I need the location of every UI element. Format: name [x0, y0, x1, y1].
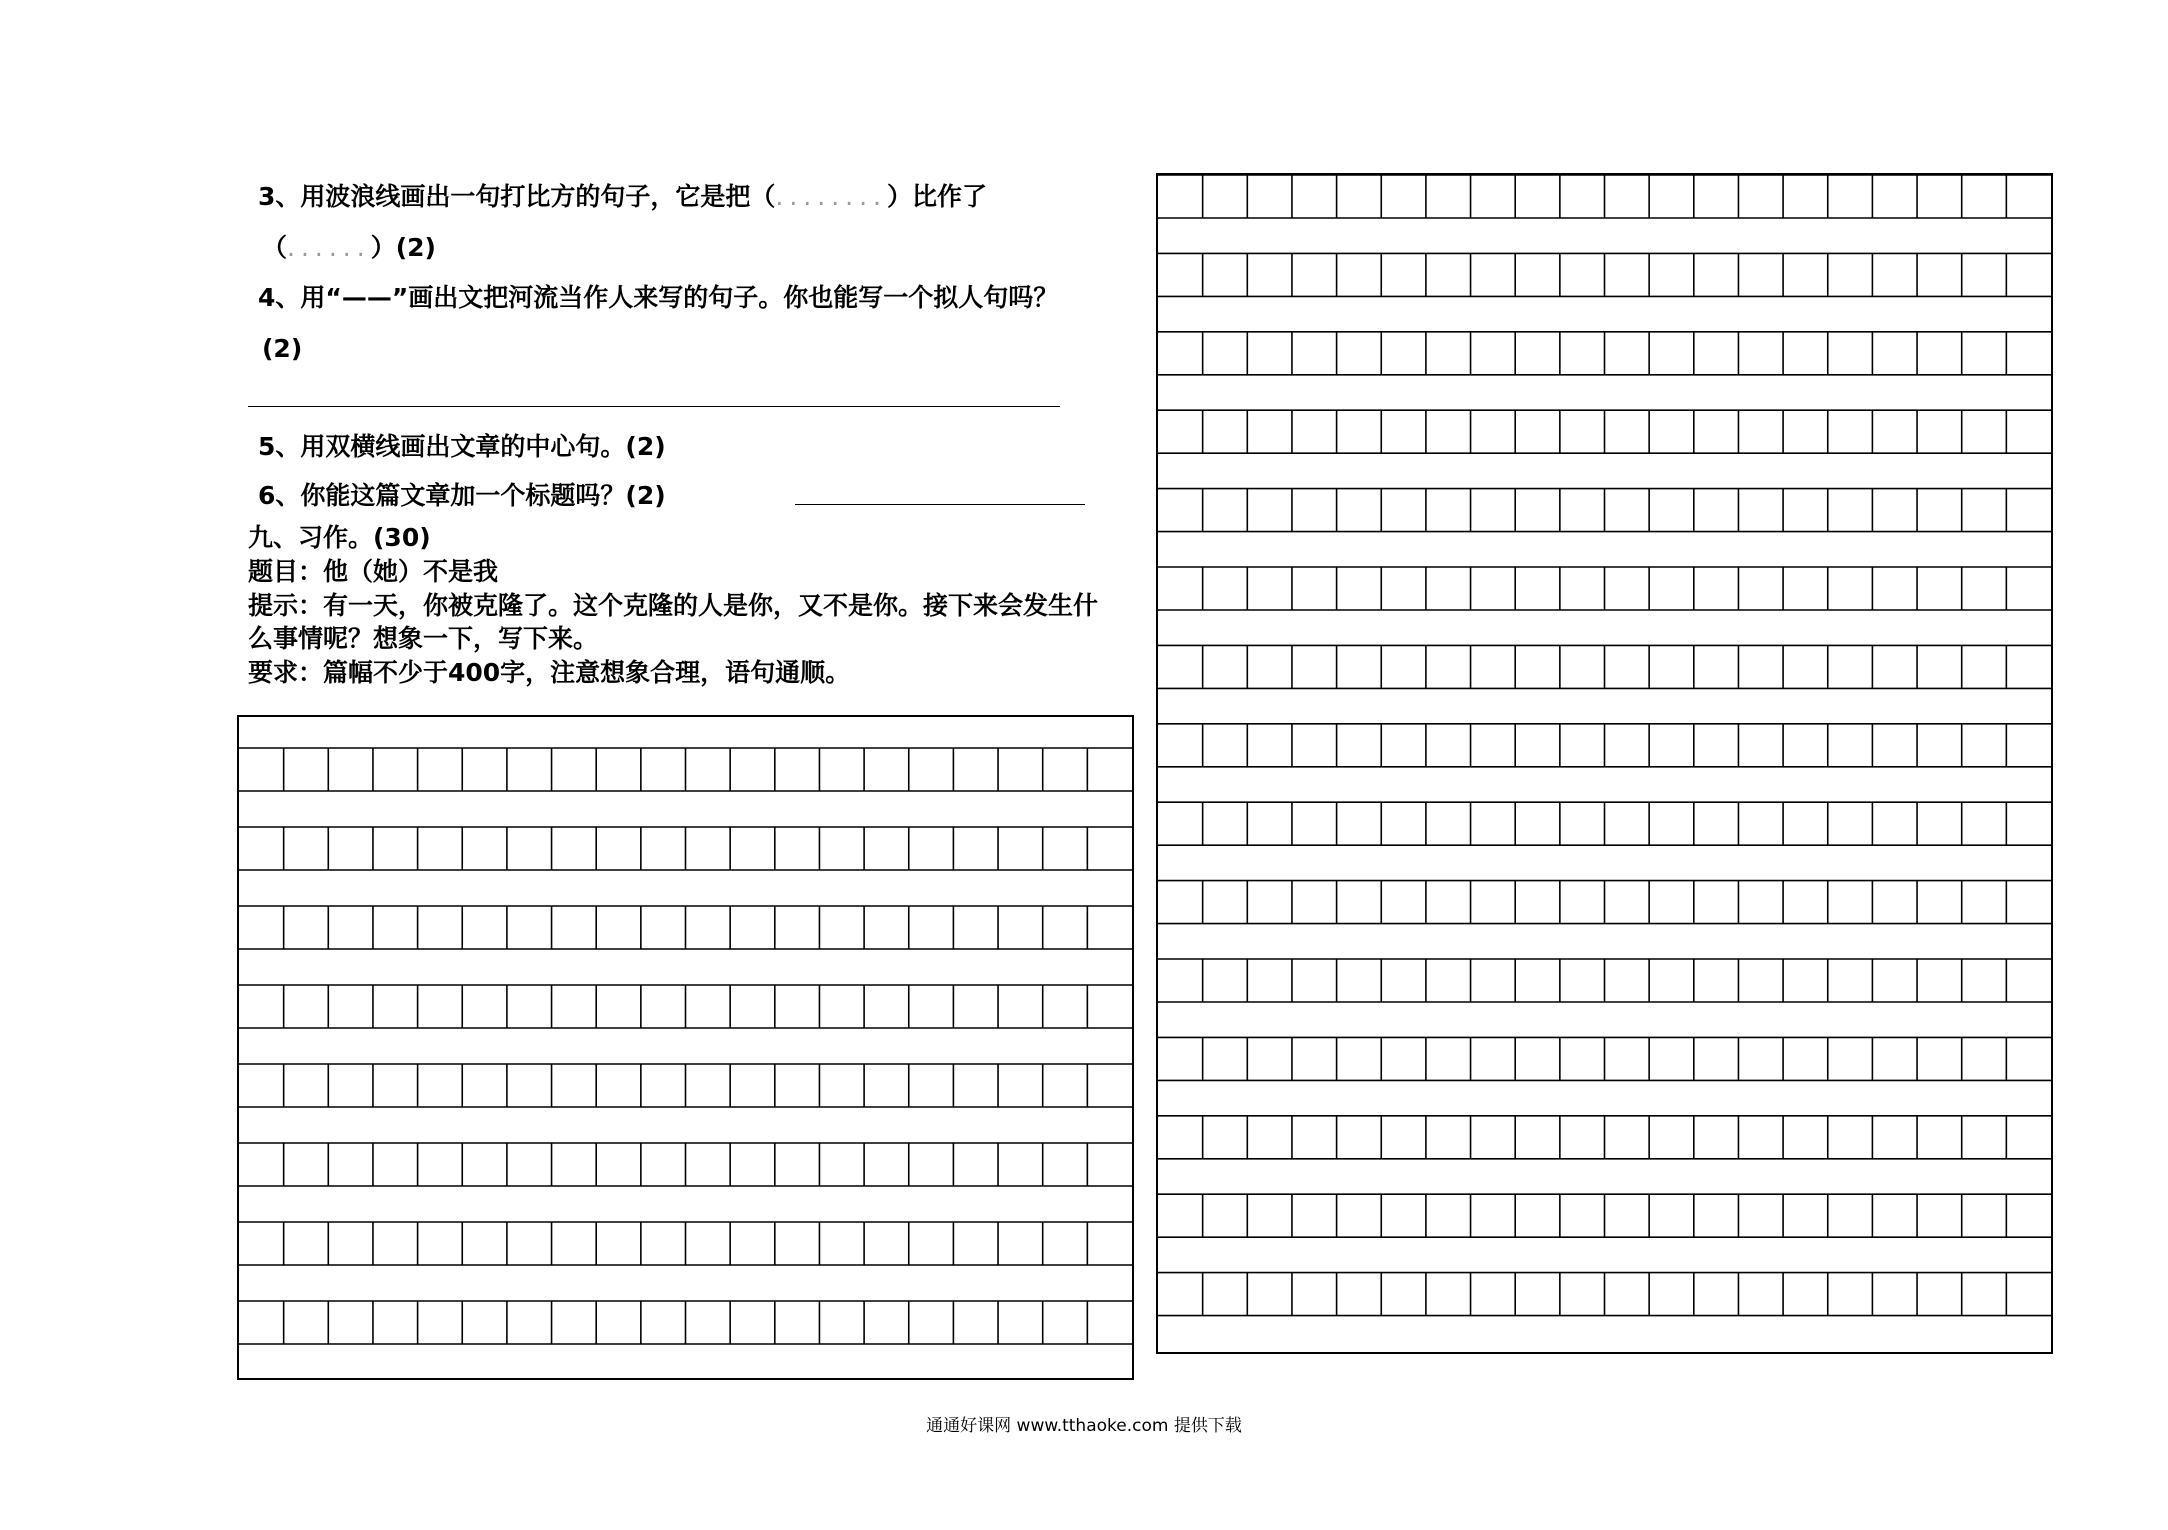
left-writing-grid[interactable] — [237, 715, 1134, 1380]
footer-credit: 通通好课网 www.tthaoke.com 提供下载 — [926, 1416, 1242, 1436]
left-grid-cells — [239, 717, 1132, 1378]
question-5: 5、用双横线画出文章的中心句。(2) — [258, 432, 666, 461]
question-3-line-1: 3、用波浪线画出一句打比方的句子，它是把（........）比作了 — [258, 182, 987, 211]
answer-line-title[interactable] — [795, 504, 1085, 505]
question-3-line-2: （......）(2) — [262, 233, 436, 262]
question-6: 6、你能这篇文章加一个标题吗？(2) — [258, 481, 666, 510]
question-4-line-1: 4、用“——”画出文把河流当作人来写的句子。你也能写一个拟人句吗？ — [258, 283, 1059, 312]
composition-title: 题目：他（她）不是我 — [248, 557, 499, 586]
right-grid-cells — [1158, 175, 2051, 1352]
composition-requirement: 要求：篇幅不少于400字，注意想象合理，语句通顺。 — [248, 658, 851, 687]
question-4-line-2: (2) — [262, 334, 303, 363]
answer-line-q4[interactable] — [248, 406, 1060, 407]
composition-hint-line-2: 么事情呢？想象一下，写下来。 — [248, 624, 599, 653]
composition-heading: 九、习作。(30) — [248, 523, 431, 552]
composition-hint-line-1: 提示：有一天，你被克隆了。这个克隆的人是你，又不是你。接下来会发生什 — [248, 591, 1099, 620]
right-writing-grid[interactable] — [1156, 173, 2053, 1354]
